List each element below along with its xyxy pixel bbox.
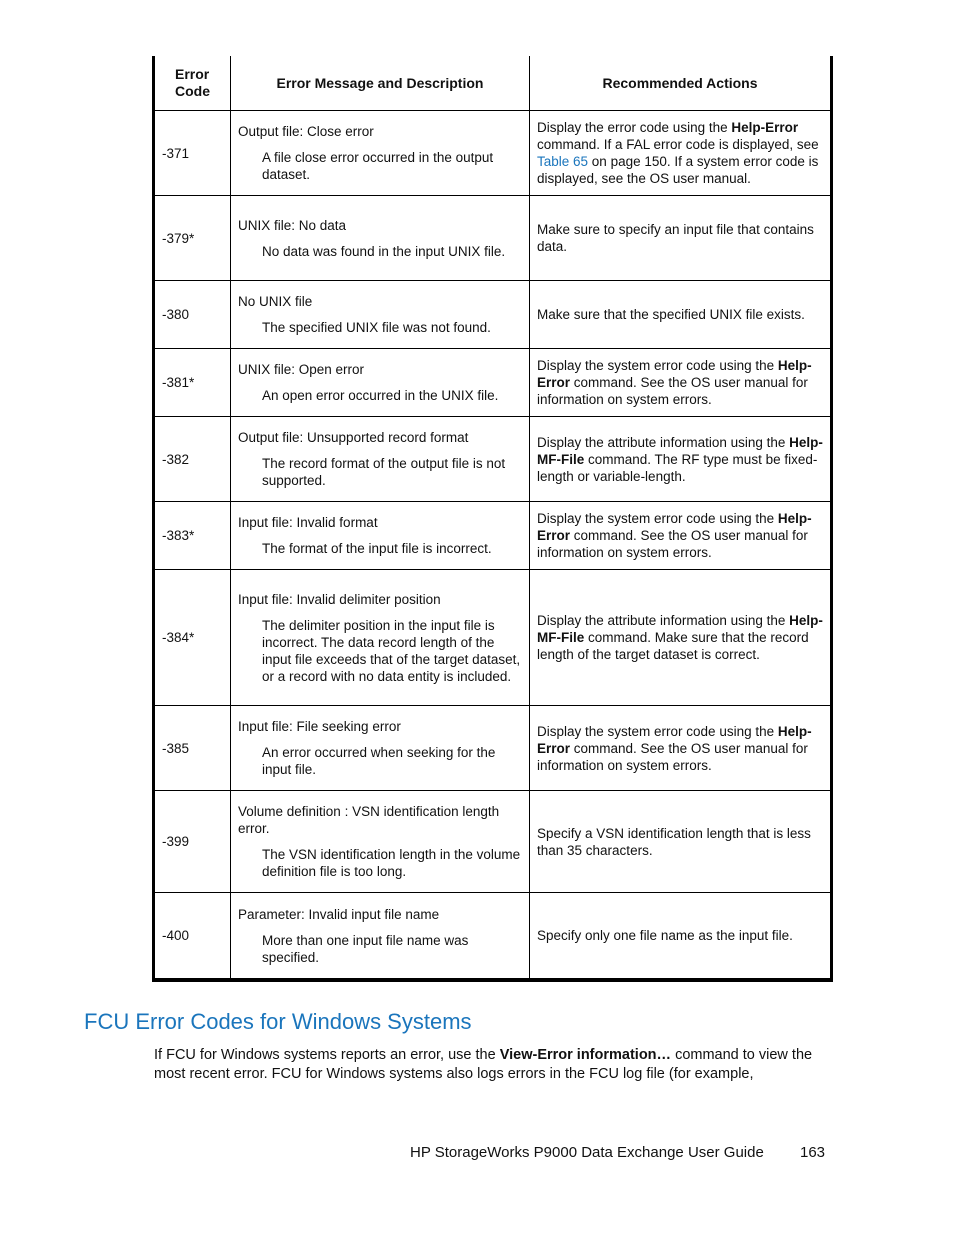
error-message-title: Volume definition : VSN identification length error. (238, 804, 500, 836)
bold-command-text: Help-Error (731, 120, 799, 135)
error-message-cell (231, 706, 530, 791)
error-code-cell: -382 (155, 417, 231, 502)
recommended-action-cell (530, 281, 831, 349)
bold-command-text: Help-Error (537, 358, 812, 390)
header-error-message: Error Message and Description (231, 56, 530, 111)
header-recommended-actions: Recommended Actions (530, 56, 831, 111)
error-code-cell: -379* (155, 196, 231, 281)
error-message-title: No UNIX file (238, 294, 313, 309)
section-paragraph (154, 1046, 830, 1084)
text-run: Make sure to specify an input file that contains data. (537, 222, 814, 254)
error-message-description: More than one input file name was specified. (262, 932, 469, 965)
text-run: Specify a VSN identification length that is less than 35 characters. (537, 825, 811, 858)
error-message-cell (231, 196, 530, 281)
error-code-cell: -400 (155, 893, 231, 979)
error-message-description: The delimiter position in the input file is incorrect. The data record length of the input file exceeds that of the target dataset, or a record with no data entity is included. (262, 617, 521, 684)
table-body (155, 111, 831, 979)
error-message-title: UNIX file: Open error (238, 362, 365, 377)
bold-command-text: Help-Error (537, 723, 812, 756)
table-row (155, 893, 831, 979)
text-run: Display the system error code using the (537, 358, 778, 373)
text-run: command. Make sure that the record length of the target dataset is correct. (537, 630, 809, 662)
error-message-description: The format of the input file is incorrect. (262, 541, 492, 556)
table-row (155, 349, 831, 417)
bold-command-text: Help-MF-File (537, 434, 823, 467)
error-message-description: An open error occurred in the UNIX file. (262, 388, 499, 403)
text-run: on page 150. If a system error code is displayed, see the OS user manual. (537, 154, 819, 186)
error-code-cell: -380 (155, 281, 231, 349)
error-message-cell (231, 570, 530, 706)
error-message-description: The record format of the output file is not supported. (262, 456, 506, 488)
footer-page-number: 163 (800, 1144, 826, 1161)
table-row (155, 570, 831, 706)
text-run: Display the system error code using the (537, 511, 778, 526)
error-message-cell (231, 417, 530, 502)
error-message-cell (231, 893, 530, 979)
error-message-title: Parameter: Invalid input file name (238, 906, 440, 922)
error-code-cell: -385 (155, 706, 231, 791)
error-message-title: UNIX file: No data (238, 217, 347, 233)
error-message-description: A file close error occurred in the output dataset. (262, 150, 494, 182)
text-run: Specify only one file name as the input file. (537, 928, 793, 943)
table-row (155, 791, 831, 893)
error-message-cell (231, 502, 530, 570)
header-error-code-label: Error Code (175, 66, 210, 99)
section-heading: FCU Error Codes for Windows Systems (84, 1009, 472, 1034)
table-header-row (155, 56, 831, 111)
error-message-title: Input file: Invalid delimiter position (238, 591, 441, 607)
table-row (155, 417, 831, 502)
error-message-cell (231, 111, 530, 196)
text-run: Display the attribute information using the (537, 613, 790, 628)
recommended-action-cell (530, 417, 831, 502)
text-run: If FCU for Windows systems reports an error, use the (154, 1047, 500, 1063)
error-message-cell (231, 349, 530, 417)
table-row (155, 111, 831, 196)
recommended-action-cell (530, 706, 831, 791)
text-run: Display the system error code using the (537, 723, 778, 739)
text-run: Display the error code using the (537, 120, 732, 135)
bold-command-text: Help-MF-File (537, 613, 823, 645)
bold-command-text: Help-Error (537, 511, 812, 543)
recommended-action-cell (530, 791, 831, 893)
error-message-cell (231, 791, 530, 893)
error-message-title: Output file: Unsupported record format (238, 430, 469, 445)
error-code-cell: -399 (155, 791, 231, 893)
error-message-description: An error occurred when seeking for the input file. (262, 745, 496, 777)
error-code-cell: -383* (155, 502, 231, 570)
error-message-description: The specified UNIX file was not found. (262, 320, 491, 335)
recommended-action-cell (530, 349, 831, 417)
table-row (155, 502, 831, 570)
footer-guide-title: HP StorageWorks P9000 Data Exchange User Guide (410, 1144, 764, 1161)
header-error-code (155, 56, 231, 111)
text-run: command. See the OS user manual for information on system errors. (537, 528, 808, 560)
error-message-title: Input file: Invalid format (238, 515, 378, 530)
bold-command-text: View-Error information… (499, 1047, 672, 1063)
table-row (155, 281, 831, 349)
error-codes-table (154, 56, 831, 979)
text-run: command. See the OS user manual for information on system errors. (537, 740, 808, 773)
error-code-cell: -384* (155, 570, 231, 706)
table-reference-link[interactable]: Table 65 (537, 154, 589, 169)
recommended-action-cell (530, 111, 831, 196)
recommended-action-cell (530, 502, 831, 570)
error-message-title: Input file: File seeking error (238, 719, 401, 734)
error-message-description: The VSN identification length in the volume definition file is too long. (262, 847, 521, 879)
table-row (155, 706, 831, 791)
text-run: command. If a FAL error code is displayed, see (537, 137, 819, 152)
text-run: command. The RF type must be fixed-length or variable-length. (537, 451, 818, 484)
text-run: command. See the OS user manual for information on system errors. (537, 375, 808, 407)
error-message-cell (231, 281, 530, 349)
error-message-title: Output file: Close error (238, 124, 374, 139)
text-run: Make sure that the specified UNIX file exists. (537, 307, 805, 322)
table-row (155, 196, 831, 281)
error-codes-table-frame (152, 56, 833, 982)
recommended-action-cell (530, 893, 831, 979)
error-code-cell: -371 (155, 111, 231, 196)
text-run: command to view the most recent error. FCU for Windows systems also logs errors in the FCU log file (for example, (154, 1047, 813, 1082)
recommended-action-cell (530, 570, 831, 706)
error-code-cell: -381* (155, 349, 231, 417)
error-message-description: No data was found in the input UNIX file. (262, 243, 506, 259)
text-run: Display the attribute information using the (537, 434, 790, 450)
recommended-action-cell (530, 196, 831, 281)
